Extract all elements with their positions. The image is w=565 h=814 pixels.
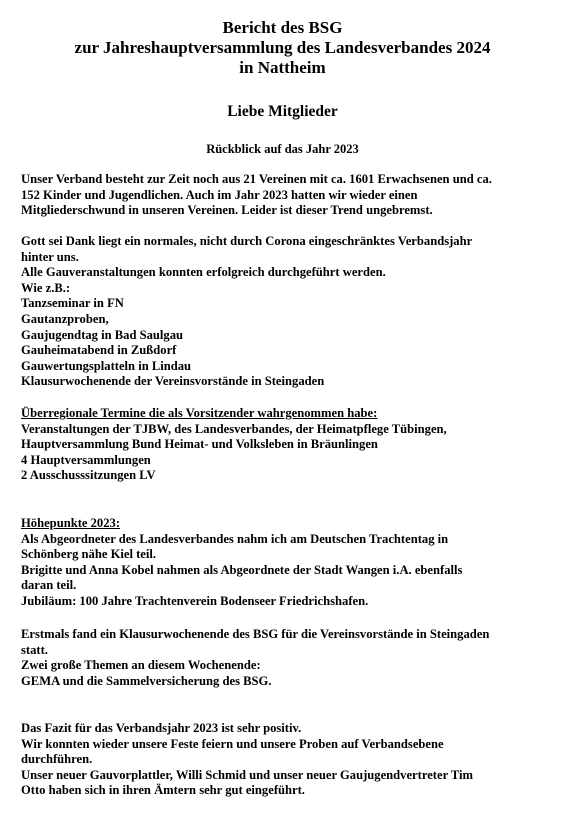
events-list-item: Tanzseminar in FN [21, 296, 124, 311]
regional-line: Veranstaltungen der TJBW, des Landesverbandes, der Heimatpflege Tübingen, [21, 421, 447, 436]
title-line-3: in Nattheim [239, 58, 326, 77]
highlights-line: Schönberg nähe Kiel teil. [21, 547, 157, 562]
highlights-line: Als Abgeordneter des Landesverbandes nahm ich am Deutschen Trachtentag in [21, 531, 449, 546]
retreat-line: Zwei große Themen an diesem Wochenende: [21, 658, 261, 673]
greeting: Liebe Mitglieder [227, 103, 338, 120]
events-list-item: Gauwertungsplatteln in Lindau [21, 358, 192, 373]
events-line: Alle Gauveranstaltungen konnten erfolgreich durchgeführt werden. [21, 265, 386, 280]
conclusion-line: durchführen. [21, 752, 93, 767]
retreat-line: statt. [21, 642, 48, 657]
conclusion-paragraph [21, 721, 551, 799]
intro-paragraph [21, 172, 551, 219]
highlights-heading: Höhepunkte 2023: [21, 516, 121, 530]
report-subtitle: Rückblick auf das Jahr 2023 [206, 142, 359, 156]
document-title [0, 18, 565, 78]
regional-line: Hauptversammlung Bund Heimat- und Volksleben in Bräunlingen [21, 437, 378, 452]
events-line: Gott sei Dank liegt ein normales, nicht durch Corona eingeschränktes Verbandsjahr [21, 234, 473, 248]
conclusion-line: Otto haben sich in ihren Ämtern sehr gut eingeführt. [21, 783, 305, 798]
events-paragraph [21, 234, 551, 390]
events-list-item: Gaujugendtag in Bad Saulgau [21, 327, 184, 342]
conclusion-line: Wir konnten wieder unsere Feste feiern und unsere Proben auf Verbandsebene [21, 736, 444, 751]
title-line-2: zur Jahreshauptversammlung des Landesverbandes 2024 [74, 38, 491, 57]
highlights-line: Brigitte und Anna Kobel nahmen als Abgeordnete der Stadt Wangen i.A. ebenfalls [21, 562, 463, 577]
highlights-line: daran teil. [21, 578, 77, 593]
events-line: Wie z.B.: [21, 280, 71, 295]
retreat-line: Erstmals fand ein Klausurwochenende des BSG für die Vereinsvorstände in Steingaden [21, 627, 490, 641]
conclusion-line: Unser neuer Gauvorplattler, Willi Schmid und unser neuer Gaujugendvertreter Tim [21, 767, 474, 782]
regional-line: 4 Hauptversammlungen [21, 452, 151, 467]
events-list-item: Gautanzproben, [21, 311, 109, 326]
events-list-item: Klausurwochenende der Vereinsvorstände in Steingaden [21, 374, 325, 389]
events-list-item: Gauheimatabend in Zußdorf [21, 343, 177, 358]
regional-line: 2 Ausschusssitzungen LV [21, 468, 156, 483]
events-line: hinter uns. [21, 249, 79, 264]
intro-line: 152 Kinder und Jugendlichen. Auch im Jahr 2023 hatten wir wieder einen [21, 187, 418, 202]
title-line-1: Bericht des BSG [222, 18, 343, 37]
retreat-line: GEMA und die Sammelversicherung des BSG. [21, 673, 272, 688]
highlights-line: Jubiläum: 100 Jahre Trachtenverein Bodenseer Friedrichshafen. [21, 593, 369, 608]
retreat-paragraph [21, 627, 551, 689]
intro-line: Unser Verband besteht zur Zeit noch aus 21 Vereinen mit ca. 1601 Erwachsenen und ca. [21, 172, 492, 186]
regional-heading: Überregionale Termine die als Vorsitzender wahrgenommen habe: [21, 406, 378, 420]
conclusion-line: Das Fazit für das Verbandsjahr 2023 ist sehr positiv. [21, 721, 302, 735]
intro-line: Mitgliederschwund in unseren Vereinen. Leider ist dieser Trend ungebremst. [21, 203, 433, 218]
regional-section [21, 406, 551, 484]
highlights-section [21, 516, 551, 610]
